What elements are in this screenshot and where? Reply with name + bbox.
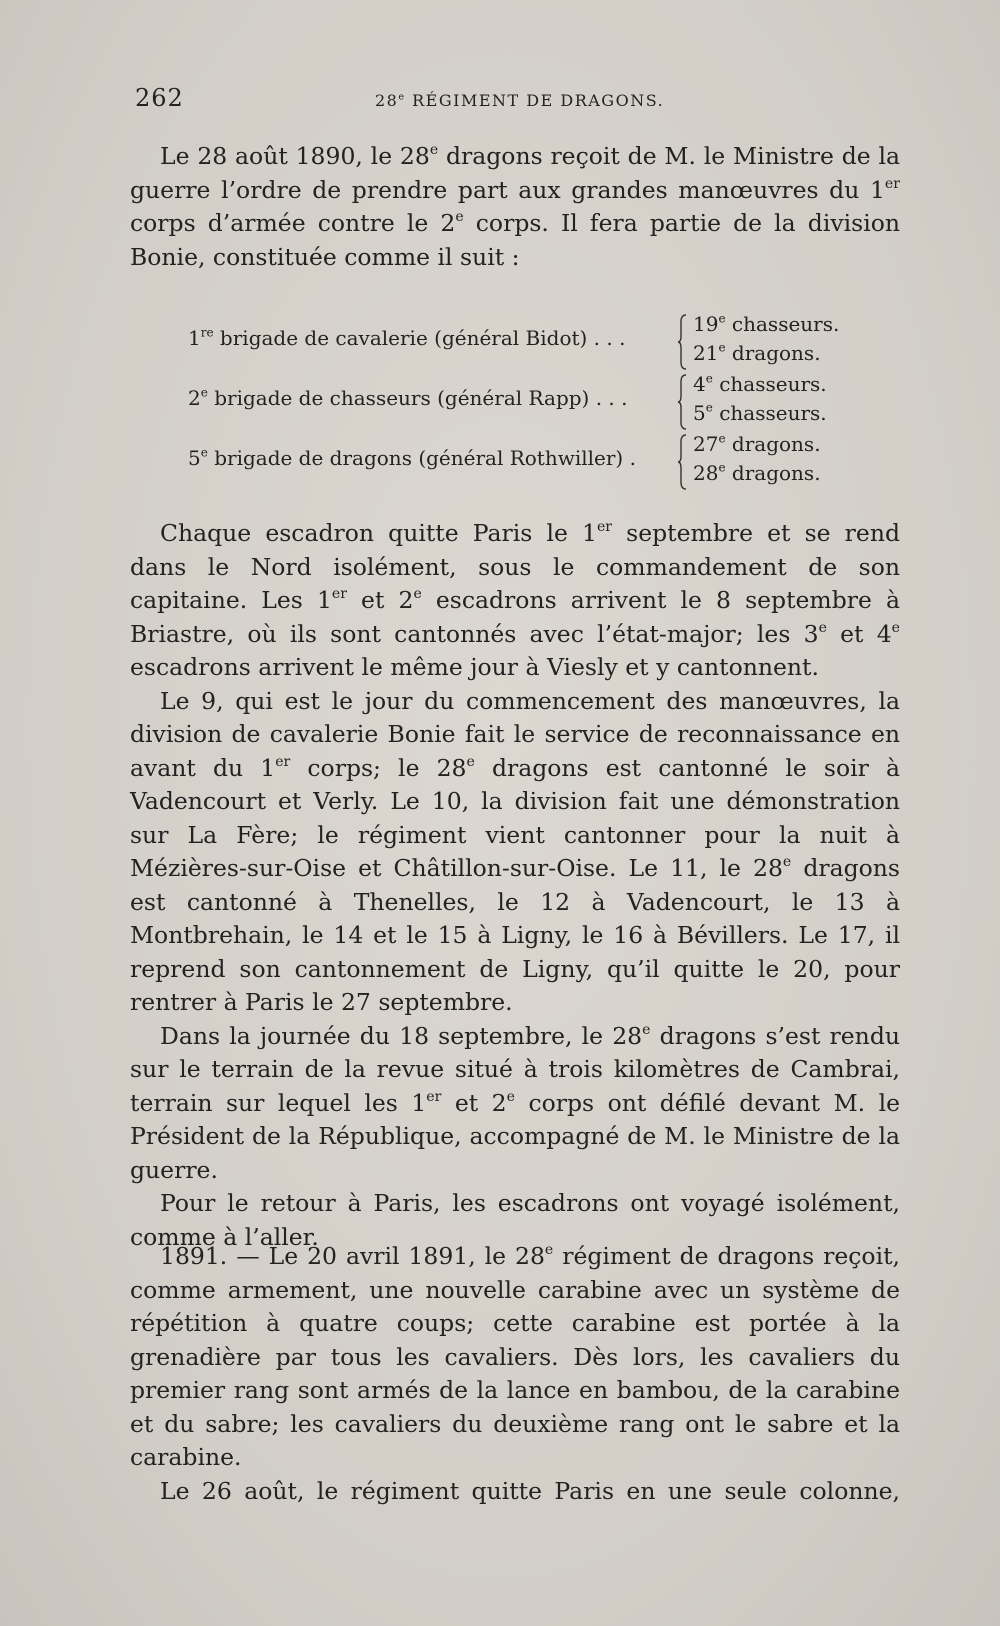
brigade-number: 1 <box>188 326 201 350</box>
brigade-label <box>188 446 636 470</box>
unit-number: 19 <box>693 312 719 336</box>
superscript: e <box>506 1088 515 1105</box>
unit-number: 5 <box>693 401 706 425</box>
text-run: dragons est cantonné le soir à Vadencourt et Verly. Le 10, la division fait une démonstration sur La Fère; le régiment vient cantonner pour la nuit à Mézières-sur-Oise et Châtillon-sur-Oise. Le 11, le 28 <box>130 753 900 882</box>
unit-number: 4 <box>693 372 706 396</box>
unit-label <box>693 372 827 396</box>
paragraph-manoeuvres-text <box>130 685 900 1020</box>
superscript: e <box>544 1242 554 1259</box>
text-run: Le 9, qui est le jour du commencement des manœuvres, la division de cavalerie Bonie fait le service de reconnaissance en avant du 1 <box>130 686 900 782</box>
text-run: régiment de dragons reçoit, comme armement, une nouvelle carabine avec un système de répétition à quatre coups; cette carabine est portée à la grenadière par tous les cavaliers. Dès lors, les cavaliers du premier rang sont armés de la lance en bambou, de la carabine et du sabre; les cavaliers du deuxième rang ont le sabre et la carabine. <box>130 1242 900 1471</box>
paragraph-departure <box>130 517 900 1254</box>
superscript: e <box>429 142 439 159</box>
paragraph-1891-text <box>130 1240 900 1475</box>
superscript: er <box>275 753 291 770</box>
unit-number: 27 <box>693 432 719 456</box>
superscript: e <box>718 340 726 355</box>
paragraph-1891 <box>130 1240 900 1508</box>
superscript: e <box>200 445 208 460</box>
brigade-row <box>188 312 868 372</box>
page-number: 262 <box>135 84 184 112</box>
superscript: e <box>466 753 475 770</box>
unit-text: chasseurs. <box>725 312 840 336</box>
text-run: corps ont défilé devant M. le Président de la République, accompagné de M. le Ministre de la guerre. <box>130 1088 901 1184</box>
superscript: er <box>331 586 347 603</box>
superscript: e <box>705 371 713 386</box>
brigade-number: 2 <box>188 386 201 410</box>
text-run: et 2 <box>346 586 414 614</box>
unit-label <box>693 461 821 485</box>
superscript: e <box>642 1021 651 1038</box>
brigade-row <box>188 372 868 432</box>
brigade-number: 5 <box>188 446 201 470</box>
unit-label <box>693 312 839 336</box>
brigade-text: brigade de chasseurs (général Rapp) . . . <box>207 386 628 410</box>
brigade-text: brigade de dragons (général Rothwiller) . <box>207 446 636 470</box>
superscript: e <box>782 854 792 871</box>
text-run: dragons est cantonné à Thenelles, le 12 à Vadencourt, le 13 à Montbrehain, le 14 et le 15 à Ligny, le 16 à Bévillers. Le 17, il reprend son cantonnement de Ligny, qu’il quitte le 20, pour rentrer à Paris le 27 septembre. <box>130 854 900 1016</box>
superscript: e <box>413 586 422 603</box>
brace-icon <box>678 314 688 370</box>
text-run: dragons s’est rendu sur le terrain de la revue situé à trois kilomètres de Cambrai, terrain sur lequel les 1 <box>130 1021 900 1117</box>
unit-text: chasseurs. <box>712 401 827 425</box>
superscript: e <box>718 311 726 326</box>
superscript: er <box>884 175 900 192</box>
text-run: dragons reçoit de M. le Ministre de la guerre l’ordre de prendre part aux grandes manœuvres du 1 <box>130 142 900 204</box>
text-run: escadrons arrivent le 8 septembre à Briastre, où ils sont cantonnés avec l’état-major; les 3 <box>130 586 900 648</box>
brigade-text: brigade de cavalerie (général Bidot) . . . <box>213 326 626 350</box>
page-header <box>135 84 850 120</box>
text-run: Dans la journée du 18 septembre, le 28 <box>160 1021 643 1050</box>
brigade-label <box>188 386 628 410</box>
superscript: e <box>200 385 208 400</box>
paragraph-intro-text <box>130 140 900 274</box>
text-run: Le 26 août, le régiment quitte Paris en une seule colonne, <box>160 1476 900 1505</box>
division-composition-table <box>188 312 868 492</box>
unit-text: dragons. <box>725 461 821 485</box>
running-head-number: 28 <box>375 91 399 110</box>
brigade-row <box>188 432 868 492</box>
unit-number: 21 <box>693 341 719 365</box>
superscript: e <box>818 619 827 636</box>
text-run: Le 28 août 1890, le 28 <box>160 142 430 170</box>
paragraph-departure-text <box>130 517 900 685</box>
unit-text: chasseurs. <box>712 372 827 396</box>
text-run: et 4 <box>826 619 892 648</box>
superscript: e <box>705 400 713 415</box>
text-run: corps; le 28 <box>290 753 467 782</box>
paragraph-august-text <box>130 1475 900 1509</box>
unit-number: 28 <box>693 461 719 485</box>
superscript: e <box>718 460 726 475</box>
text-run: corps. Il fera partie de la division Bonie, constituée comme il suit : <box>130 209 900 271</box>
brigade-label <box>188 326 625 350</box>
paragraph-review-text <box>130 1020 900 1188</box>
text-run: 1891. — Le 20 avril 1891, le 28 <box>160 1242 545 1270</box>
text-run: et 2 <box>441 1088 507 1117</box>
running-head-sup: e <box>398 91 406 103</box>
text-run: Pour le retour à Paris, les escadrons ont voyagé isolément, comme à l’aller. <box>130 1189 900 1251</box>
superscript: er <box>426 1088 442 1105</box>
unit-text: dragons. <box>725 432 821 456</box>
unit-text: dragons. <box>725 341 821 365</box>
superscript: er <box>596 519 613 536</box>
superscript: e <box>891 619 900 636</box>
unit-label <box>693 432 821 456</box>
text-run: septembre et se rend dans le Nord isolément, sous le commandement de son capitaine. Les 1 <box>130 519 900 614</box>
superscript: re <box>200 325 214 340</box>
unit-label <box>693 341 821 365</box>
text-run: escadrons arrivent le même jour à Viesly et y cantonnent. <box>130 653 819 681</box>
text-run: Chaque escadron quitte Paris le 1 <box>160 519 597 547</box>
brace-icon <box>678 374 688 430</box>
unit-label <box>693 401 827 425</box>
brace-icon <box>678 434 688 490</box>
text-run: corps d’armée contre le 2 <box>130 209 456 237</box>
superscript: e <box>718 431 726 446</box>
paragraph-intro <box>130 140 900 274</box>
running-head-text: RÉGIMENT DE DRAGONS. <box>405 91 665 110</box>
superscript: e <box>455 209 464 226</box>
running-head <box>375 91 664 110</box>
